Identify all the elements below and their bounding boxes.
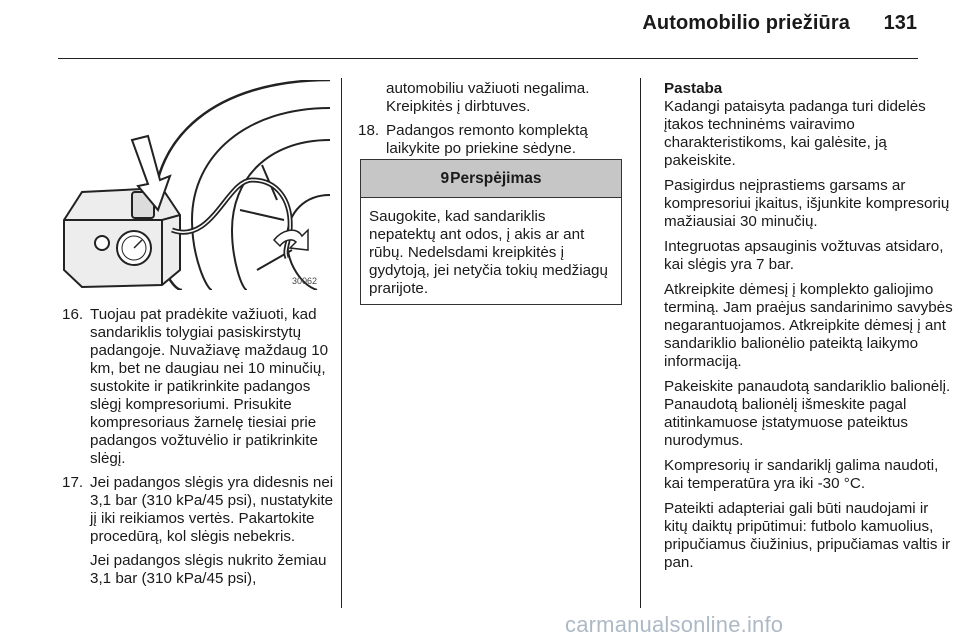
paragraph: Integruotas apsauginis vožtuvas atsidaro, kai slėgis yra 7 bar. (664, 238, 944, 273)
power-switch (95, 236, 109, 250)
warning-box (360, 159, 622, 305)
warning-header (361, 160, 621, 198)
warning-title: Perspėjimas (450, 169, 542, 187)
wheel-rim-inner (232, 140, 330, 290)
compressor-unit (64, 188, 180, 287)
paragraph: Atkreipkite dėmesį į komplekto galiojimo terminą. Jam praėjus sandarinimo savybės negarantuojamos. Atkreipkite dėmesį į ant sandariklio balionėlio pateiktą laikymo informaciją. (664, 281, 953, 370)
paragraph: Kadangi pataisyta padanga turi didelės įtakos techninėms vairavimo charakteristikoms, kai galėsite, ją pakeiskite. (664, 98, 926, 169)
watermark: carmanualsonline.info (565, 612, 784, 637)
header-rule (58, 58, 918, 59)
left-column (62, 306, 334, 588)
paragraph: Pakeiskite panaudotą sandariklio balionėlį. Panaudotą balionėlį išmeskite pagal atitinkamuose įstatymuose pateiktus nurodymus. (664, 378, 951, 449)
warning-text: Saugokite, kad sandariklis nepatektų ant odos, į akis ar ant rūbų. Nedelsdami kreipkitės į gydytoją, jei netyčia tokių medžiagų prarijote. (369, 208, 608, 297)
list-item-number: 18. (358, 122, 380, 139)
column-divider-right (640, 78, 641, 608)
page-header-title: Automobilio priežiūra (642, 12, 850, 34)
list-item-number: 17. (62, 474, 84, 491)
paragraph: Pasigirdus neįprastiems garsams ar kompresoriui įkaitus, išjunkite kompresorių mažiausiai 30 minučių. (664, 177, 950, 230)
compressor-tyre-illustration (62, 80, 330, 290)
paragraph: Pateikti adapteriai gali būti naudojami ir kitų daiktų pripūtimui: futbolo kamuolius, pripučiamus čiužinius, pripučiamas valtis ir pan. (664, 500, 951, 571)
warning-icon: 9 (440, 169, 450, 187)
list-item-17-continuation: Jei padangos slėgis nukrito žemiau 3,1 bar (310 kPa/45 psi), (90, 552, 327, 587)
list-item-16 (62, 306, 334, 468)
right-column (664, 80, 954, 579)
list-item-text: Padangos remonto komplektą laikykite po priekine sėdyne. (386, 122, 588, 157)
list-item-number: 16. (62, 306, 84, 323)
arrow-curved (274, 230, 308, 250)
list-item-17 (62, 474, 334, 546)
continued-text: automobiliu važiuoti negalima. Kreipkitės į dirbtuves. (386, 80, 590, 115)
page-number: 131 (883, 12, 917, 34)
note-title: Pastaba (664, 80, 723, 97)
figure-number: 30062 (292, 276, 318, 286)
paragraph: Kompresorių ir sandariklį galima naudoti, kai temperatūra yra iki -30 °C. (664, 457, 939, 492)
list-item-text: Tuojau pat pradėkite važiuoti, kad sandariklis tolygiai pasiskirstytų padangoje. Nuvažiavę maždaug 10 km, bet ne daugiau nei 10 minučių, sustokite ir patikrinkite padangos slėgį kompresoriumi. Prisukite kompresoriaus žarnelę tiesiai prie padangos vožtuvėlio ir patikrinkite slėgį. (90, 306, 329, 467)
list-item-text: Jei padangos slėgis yra didesnis nei 3,1 bar (310 kPa/45 psi), nustatykite jį iki reikiamos vertės. Pakartokite procedūrą, kol slėgis nebekris. (90, 474, 334, 545)
list-item-18 (358, 122, 626, 158)
column-divider-left (341, 78, 342, 608)
middle-column (358, 80, 626, 164)
